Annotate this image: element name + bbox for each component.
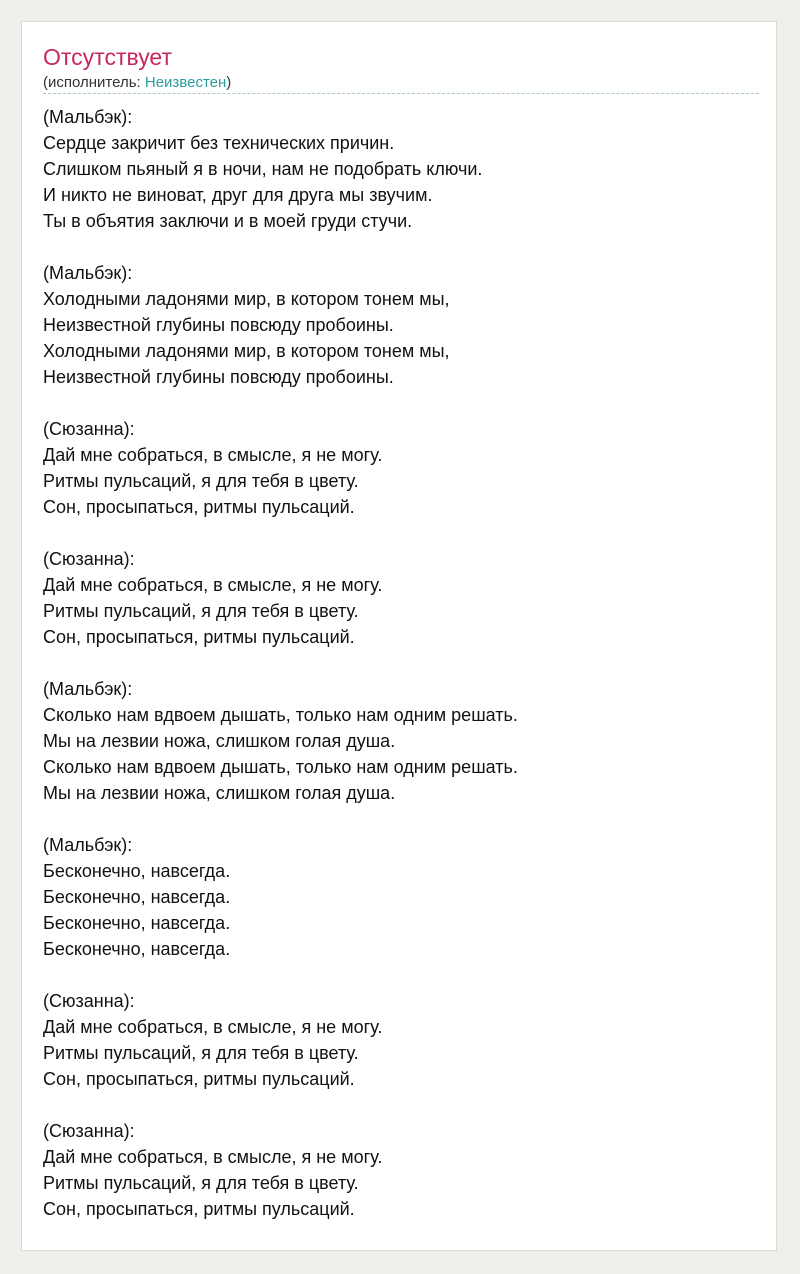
- artist-suffix: ): [226, 74, 232, 91]
- lyrics-stanza: [43, 416, 759, 520]
- lyric-line: Сон, просыпаться, ритмы пульсаций.: [43, 1199, 355, 1219]
- lyrics-stanza: [43, 546, 759, 650]
- lyric-line: Сколько нам вдвоем дышать, только нам одним решать.: [43, 705, 518, 725]
- lyric-line: Дай мне собраться, в смысле, я не могу.: [43, 575, 383, 595]
- lyrics-stanza: [43, 988, 759, 1092]
- artist-prefix: (исполнитель:: [43, 74, 145, 91]
- lyric-line: Бесконечно, навсегда.: [43, 861, 231, 881]
- song-title: Отсутствует: [43, 44, 172, 70]
- lyric-line: Ты в объятия заключи и в моей груди стучи.: [43, 211, 413, 231]
- singer-label: (Сюзанна):: [43, 1121, 135, 1141]
- artist-link[interactable]: Неизвестен: [144, 74, 227, 91]
- lyric-line: Сколько нам вдвоем дышать, только нам одним решать.: [43, 757, 518, 777]
- lyric-line: Ритмы пульсаций, я для тебя в цвету.: [43, 471, 359, 491]
- lyric-line: Мы на лезвии ножа, слишком голая душа.: [43, 783, 396, 803]
- lyrics-stanza: [43, 676, 759, 806]
- lyrics-stanza: [43, 1118, 759, 1222]
- lyric-line: Дай мне собраться, в смысле, я не могу.: [43, 1147, 383, 1167]
- lyric-line: Бесконечно, навсегда.: [43, 913, 231, 933]
- lyrics-stanza: [43, 104, 759, 234]
- lyric-line: Неизвестной глубины повсюду пробоины.: [43, 367, 394, 387]
- lyric-line: Холодными ладонями мир, в котором тонем мы,: [43, 341, 450, 361]
- lyric-line: Ритмы пульсаций, я для тебя в цвету.: [43, 1173, 359, 1193]
- lyrics-text: [43, 104, 759, 1248]
- header-divider: [43, 93, 759, 94]
- lyric-line: Ритмы пульсаций, я для тебя в цвету.: [43, 1043, 359, 1063]
- singer-label: (Сюзанна):: [43, 549, 135, 569]
- lyrics-card: [21, 21, 777, 1251]
- lyric-line: Бесконечно, навсегда.: [43, 887, 231, 907]
- lyric-line: Холодными ладонями мир, в котором тонем мы,: [43, 289, 450, 309]
- lyric-line: Дай мне собраться, в смысле, я не могу.: [43, 445, 383, 465]
- lyric-line: Ритмы пульсаций, я для тебя в цвету.: [43, 601, 359, 621]
- artist-line: [43, 73, 231, 93]
- lyric-line: Дай мне собраться, в смысле, я не могу.: [43, 1017, 383, 1037]
- lyric-line: Сон, просыпаться, ритмы пульсаций.: [43, 1069, 355, 1089]
- singer-label: (Мальбэк):: [43, 107, 133, 127]
- lyrics-stanza: [43, 832, 759, 962]
- lyric-line: Слишком пьяный я в ночи, нам не подобрать ключи.: [43, 159, 483, 179]
- singer-label: (Мальбэк):: [43, 835, 133, 855]
- singer-label: (Сюзанна):: [43, 991, 135, 1011]
- lyric-line: Мы на лезвии ножа, слишком голая душа.: [43, 731, 396, 751]
- singer-label: (Мальбэк):: [43, 263, 133, 283]
- lyric-line: И никто не виноват, друг для друга мы звучим.: [43, 185, 433, 205]
- lyric-line: Неизвестной глубины повсюду пробоины.: [43, 315, 394, 335]
- lyric-line: Сон, просыпаться, ритмы пульсаций.: [43, 497, 355, 517]
- lyric-line: Сон, просыпаться, ритмы пульсаций.: [43, 627, 355, 647]
- singer-label: (Сюзанна):: [43, 419, 135, 439]
- lyric-line: Сердце закричит без технических причин.: [43, 133, 395, 153]
- lyrics-stanza: [43, 260, 759, 390]
- singer-label: (Мальбэк):: [43, 679, 133, 699]
- lyric-line: Бесконечно, навсегда.: [43, 939, 231, 959]
